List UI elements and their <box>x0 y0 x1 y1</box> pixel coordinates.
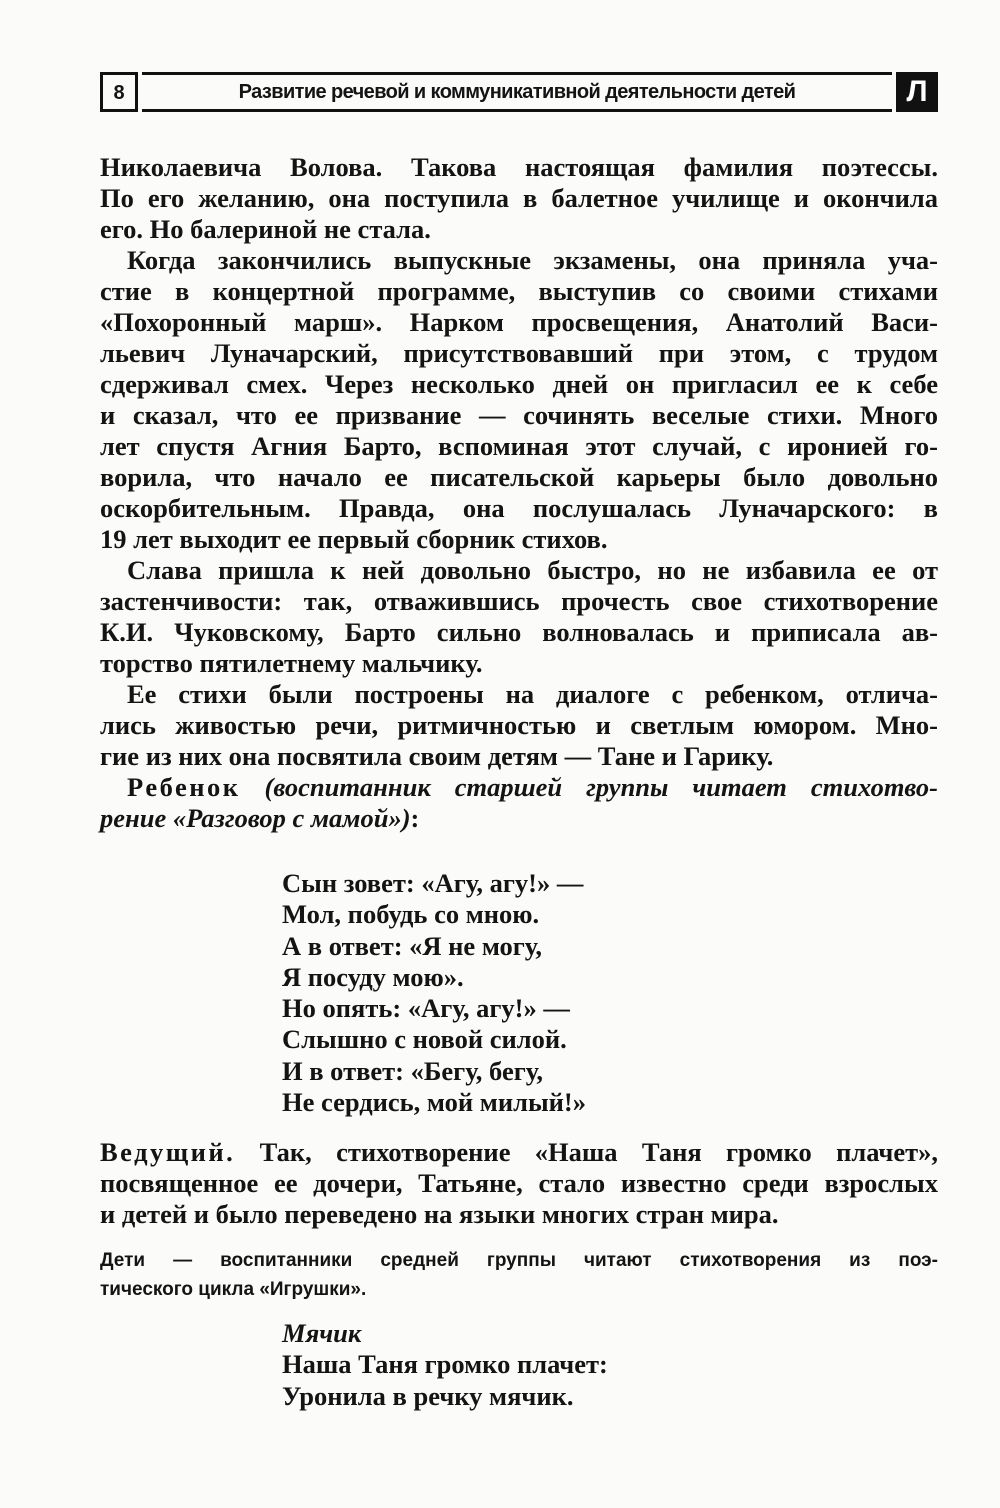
text-line: лет спустя Агния Барто, вспоминая этот случай, с иронией го- <box>100 431 938 461</box>
text-line: его. Но балериной не стала. <box>100 214 431 244</box>
poem-line: А в ответ: «Я не могу, <box>282 930 543 961</box>
paragraph-fame <box>100 555 938 679</box>
text-line: По его желанию, она поступила в балетное училище и окончила <box>100 183 938 213</box>
poem-line: Наша Таня громко плачет: <box>282 1349 608 1380</box>
text-line: посвященное ее дочери, Татьяне, стало известно среди взрослых <box>100 1168 938 1198</box>
poem-line: Не сердись, мой милый!» <box>282 1087 586 1118</box>
poem-title: Мячик <box>282 1318 362 1348</box>
text-line: стие в концертной программе, выступив со своими стихами <box>100 276 938 306</box>
host-paragraph <box>100 1137 938 1230</box>
child-cue <box>100 772 938 834</box>
text-line: ворила, что начало ее писательской карьеры было довольно <box>100 462 938 492</box>
text-line: сдерживал смех. Через несколько дней он пригласил ее к себе <box>100 369 938 399</box>
publisher-logo: Л <box>896 72 938 112</box>
text-line: Дети — воспитанники средней группы читают стихотворения из поэ- <box>100 1250 938 1271</box>
text-line: застенчивости: так, отважившись прочесть свое стихотворение <box>100 586 938 616</box>
text-line: тического цикла «Игрушки». <box>100 1279 367 1300</box>
text-line: Ее стихи были построены на диалоге с ребенком, отлича- <box>127 679 938 709</box>
running-title: Развитие речевой и коммуникативной деятельности детей <box>142 72 892 112</box>
text-line <box>100 772 938 803</box>
text-line: Николаевича Волова. Такова настоящая фамилия поэтессы. <box>100 152 938 182</box>
poem-line: И в ответ: «Бегу, бегу, <box>282 1055 543 1086</box>
text-line: льевич Луначарский, присутствовавший при этом, с трудом <box>100 338 938 368</box>
text-line: и сказал, что ее призвание — сочинять веселые стихи. Много <box>100 400 938 430</box>
stage-note: (воспитанник старшей группы читает стихотво- <box>264 772 938 802</box>
text-line: оскорбительным. Правда, она послушалась Луначарского: в <box>100 493 938 523</box>
text-line: Ведущий. Так, стихотворение «Наша Таня громко плачет», <box>100 1137 938 1167</box>
poem-line: Уронила в речку мячик. <box>282 1380 574 1411</box>
poem-myachik <box>282 1318 842 1412</box>
paragraph-intro <box>100 152 938 245</box>
text-line: «Похоронный марш». Нарком просвещения, Анатолий Васи- <box>100 307 938 337</box>
text-line: Когда закончились выпускные экзамены, она приняла уча- <box>127 245 938 275</box>
text-line: торство пятилетнему мальчику. <box>100 648 483 678</box>
poem-line: Сын зовет: «Агу, агу!» — <box>282 868 584 898</box>
poem-line: Слышно с новой силой. <box>282 1024 567 1055</box>
speaker-child: Ребенок <box>127 772 241 802</box>
text-line: и детей и было переведено на языки многих стран мира. <box>100 1199 779 1229</box>
text-line: лись живостью речи, ритмичностью и светлым юмором. Мно- <box>100 710 938 740</box>
poem-razgovor-s-mamoy <box>282 868 842 1118</box>
text-line: гие из них она посвятила своим детям — Тане и Гарику. <box>100 741 774 771</box>
text-line: 19 лет выходит ее первый сборник стихов. <box>100 524 608 554</box>
stage-direction <box>100 1246 938 1304</box>
poem-line: Но опять: «Агу, агу!» — <box>282 993 570 1024</box>
speaker-host: Ведущий. <box>100 1137 236 1167</box>
main-text <box>100 152 938 834</box>
text-line: К.И. Чуковскому, Барто сильно волновалась и приписала ав- <box>100 617 938 647</box>
stage-note: рение «Разговор с мамой») <box>100 803 411 833</box>
poem-line: Я посуду мою». <box>282 961 464 992</box>
paragraph-lunacharsky <box>100 245 938 555</box>
paragraph-dialogue <box>100 679 938 772</box>
text-line: Слава пришла к ней довольно быстро, но не избавила ее от <box>127 555 938 585</box>
running-header <box>100 72 938 114</box>
text-line: рение «Разговор с мамой»): <box>100 803 420 833</box>
page-number: 8 <box>100 72 138 112</box>
poem-line: Мол, побудь со мною. <box>282 899 540 930</box>
